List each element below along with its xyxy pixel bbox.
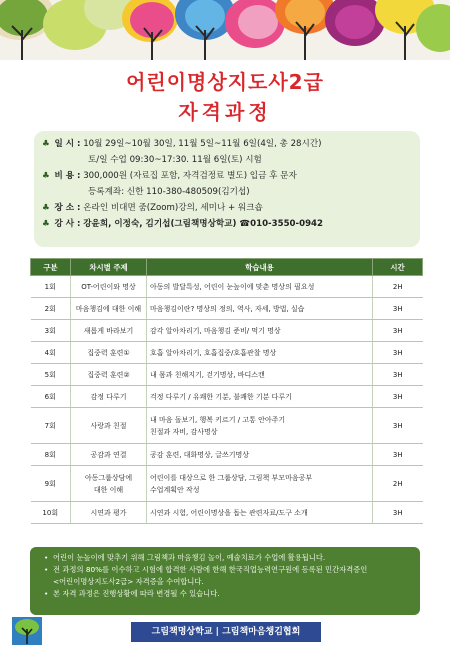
painted-trees-banner	[0, 0, 450, 60]
note-item: • 전 과정의 80%를 이수하고 시험에 합격한 사람에 한해 한국직업능력연구원에 등록된 민간자격증인	[44, 564, 410, 576]
note-item: • 본 자격 과정은 진행상황에 따라 변경될 수 있습니다.	[44, 588, 410, 600]
info-box	[34, 131, 420, 247]
notes-box	[30, 547, 420, 615]
info-value: 300,000원 (자료집 포함, 자격검정료 별도) 입금 후 문자	[83, 171, 297, 181]
session-cell: 5회	[31, 364, 71, 386]
info-row-cost	[42, 168, 412, 184]
content-line: 내 마음 돌보기, 행복 키르기 / 고통 안아주기	[150, 415, 286, 424]
table-row	[31, 408, 423, 444]
session-cell: 6회	[31, 386, 71, 408]
info-label: 장 소 :	[54, 203, 81, 213]
hours-cell: 3H	[373, 320, 423, 342]
topic-cell: 감정 다루기	[71, 386, 147, 408]
hours-cell: 3H	[373, 502, 423, 524]
column-header: 시간	[373, 259, 423, 276]
topic-cell	[71, 466, 147, 502]
table-row	[31, 320, 423, 342]
topic-cell: 집중력 훈련①	[71, 342, 147, 364]
page-title: 어린이명상지도사2급	[126, 70, 324, 94]
table-row	[31, 444, 423, 466]
content-line: 친절과 자비, 감사명상	[150, 427, 218, 436]
session-cell: 9회	[31, 466, 71, 502]
table-row	[31, 364, 423, 386]
content-cell: 내 몸과 친해지기, 걷기명상, 바디스캔	[147, 364, 373, 386]
content-cell: 감각 알아차리기, 마음챙김 준비/ 먹기 명상	[147, 320, 373, 342]
info-row-instructor	[42, 216, 412, 232]
schedule-table	[30, 258, 423, 524]
info-label: 비 용 :	[54, 171, 81, 181]
hours-cell: 3H	[373, 444, 423, 466]
hours-cell: 3H	[373, 364, 423, 386]
session-cell: 10회	[31, 502, 71, 524]
info-value: 온라인 비대면 줌(Zoom)강의, 세미나 + 워크숍	[83, 203, 263, 213]
hours-cell: 3H	[373, 408, 423, 444]
content-cell: 걱정 다루기 / 유쾌한 기분, 불쾌한 기분 다루기	[147, 386, 373, 408]
column-header: 구분	[31, 259, 71, 276]
topic-cell: OT-어린이와 명상	[71, 276, 147, 298]
table-row	[31, 466, 423, 502]
content-cell: 공감 훈련, 대화명상, 글쓰기명상	[147, 444, 373, 466]
session-cell: 7회	[31, 408, 71, 444]
topic-line: 대한 이해	[93, 485, 124, 494]
topic-cell: 시연과 평가	[71, 502, 147, 524]
content-line: 수업계획안 작성	[150, 485, 200, 494]
club-icon: ♣	[42, 171, 50, 181]
page-subtitle: 자격과정	[178, 100, 272, 124]
hours-cell: 3H	[373, 386, 423, 408]
info-row-date-detail: 토/일 수업 09:30~17:30. 11월 6일(토) 시험	[88, 155, 262, 165]
topic-line: 아동그룹상담에	[84, 473, 133, 482]
topic-cell: 집중력 훈련②	[71, 364, 147, 386]
info-label: 강 사 :	[54, 219, 81, 229]
column-header: 학습내용	[147, 259, 373, 276]
info-value: 강윤희, 이정숙, 김기섭(그림책명상학교) ☎010-3550-0942	[83, 219, 324, 229]
table-row	[31, 342, 423, 364]
content-line: 어린이를 대상으로 한 그룹상담, 그림책 부모마음공부	[150, 473, 313, 482]
topic-cell: 공감과 연결	[71, 444, 147, 466]
info-value: 10월 29일~10월 30일, 11월 5일~11월 6일(4일, 총 28시간)	[83, 139, 322, 149]
info-row-date	[42, 136, 412, 152]
info-row-account: 등록계좌: 신한 110-380-480509(김기섭)	[88, 187, 250, 197]
table-header-row	[31, 259, 423, 276]
topic-cell: 마음챙김에 대한 이해	[71, 298, 147, 320]
topic-cell: 새롭게 바라보기	[71, 320, 147, 342]
info-row-place	[42, 200, 412, 216]
hours-cell: 2H	[373, 466, 423, 502]
table-row	[31, 298, 423, 320]
session-cell: 1회	[31, 276, 71, 298]
content-cell: 호흡 알아차리기, 호흡집중/호흡관찰 명상	[147, 342, 373, 364]
tree-logo-icon	[12, 617, 42, 645]
table-row	[31, 386, 423, 408]
content-cell: 시연과 시험, 어린이명상을 돕는 관련자료/도구 소개	[147, 502, 373, 524]
session-cell: 3회	[31, 320, 71, 342]
content-cell: 마음챙김이란? 명상의 정의, 역사, 자세, 방법, 실습	[147, 298, 373, 320]
session-cell: 2회	[31, 298, 71, 320]
table-row	[31, 502, 423, 524]
club-icon: ♣	[42, 203, 50, 213]
session-cell: 8회	[31, 444, 71, 466]
club-icon: ♣	[42, 219, 50, 229]
hours-cell: 3H	[373, 342, 423, 364]
content-cell	[147, 408, 373, 444]
hours-cell: 2H	[373, 276, 423, 298]
topic-cell: 사랑과 친절	[71, 408, 147, 444]
club-icon: ♣	[42, 139, 50, 149]
footer-organization-bar: 그림책명상학교 | 그림책마음챙김협회	[131, 622, 321, 642]
column-header: 차시별 주제	[71, 259, 147, 276]
note-item-continued: <어린이명상지도사2급> 자격증을 수여합니다.	[53, 577, 204, 586]
table-row	[31, 276, 423, 298]
hours-cell: 3H	[373, 298, 423, 320]
note-item: • 어린이 눈높이에 맞추기 위해 그림책과 마음챙김 놀이, 예술치료가 수업에 활용됩니다.	[44, 552, 410, 564]
content-cell	[147, 466, 373, 502]
content-cell: 아동의 발달특성, 어린이 눈높이에 맞춘 명상의 필요성	[147, 276, 373, 298]
session-cell: 4회	[31, 342, 71, 364]
info-label: 일 시 :	[54, 139, 81, 149]
